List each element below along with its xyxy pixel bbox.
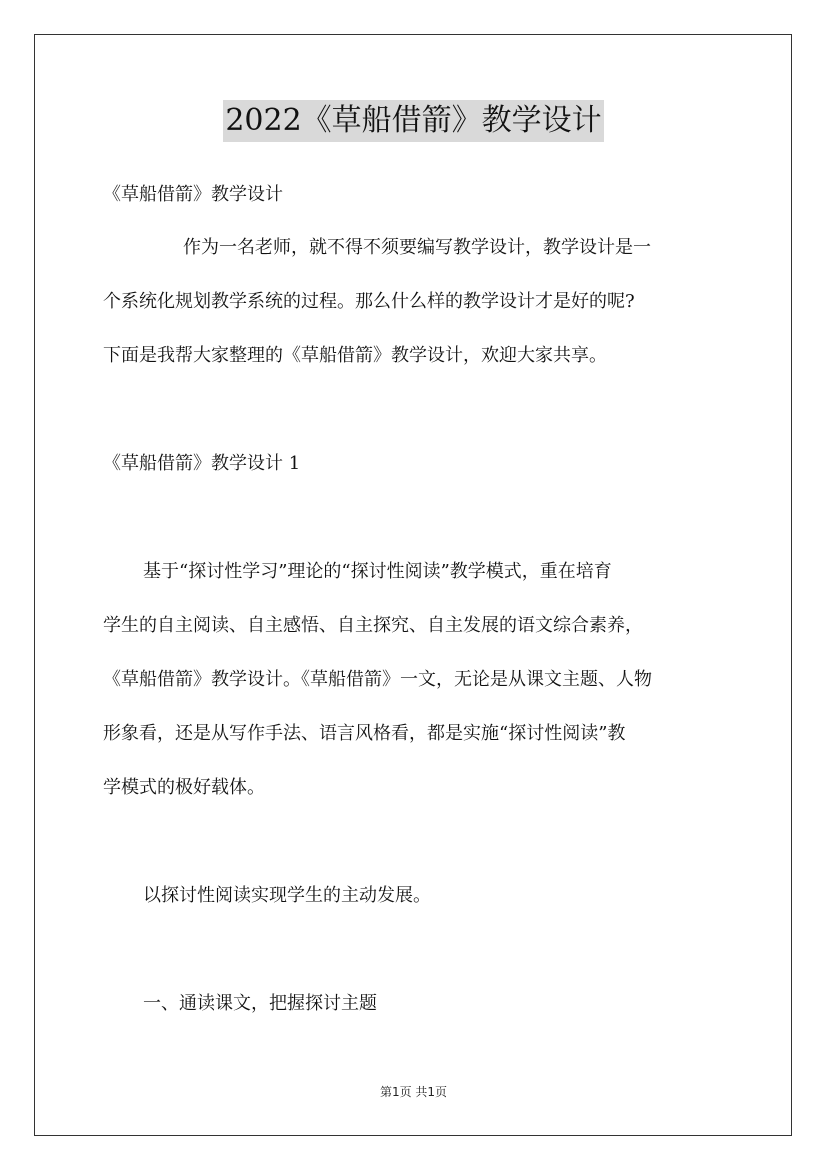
body-line-2: 学生的自主阅读、自主感悟、自主探究、自主发展的语文综合素养， xyxy=(103,615,643,636)
body-line-5: 学模式的极好载体。 xyxy=(103,777,265,798)
goal-line: 以探讨性阅读实现学生的主动发展。 xyxy=(143,885,431,906)
step-one-heading: 一、通读课文，把握探讨主题 xyxy=(143,993,377,1014)
intro-line-3: 下面是我帮大家整理的《草船借箭》教学设计，欢迎大家共享。 xyxy=(103,345,607,366)
section-heading: 《草船借箭》教学设计 1 xyxy=(103,453,301,474)
body-line-3: 《草船借箭》教学设计。《草船借箭》一文，无论是从课文主题、人物 xyxy=(103,669,652,690)
document-subtitle: 《草船借箭》教学设计 xyxy=(103,184,283,205)
title-container xyxy=(0,100,827,142)
intro-line-2: 个系统化规划教学系统的过程。那么什么样的教学设计才是好的呢? xyxy=(103,291,635,312)
intro-line-1: 作为一名老师，就不得不须要编写教学设计，教学设计是一 xyxy=(183,237,651,258)
page-number: 第1页 共1页 xyxy=(379,1085,448,1099)
body-line-1: 基于“探讨性学习”理论的“探讨性阅读”教学模式，重在培育 xyxy=(143,561,612,582)
document-title: 2022《草船借箭》教学设计 xyxy=(223,100,603,142)
body-line-4: 形象看，还是从写作手法、语言风格看，都是实施“探讨性阅读”教 xyxy=(103,723,626,744)
